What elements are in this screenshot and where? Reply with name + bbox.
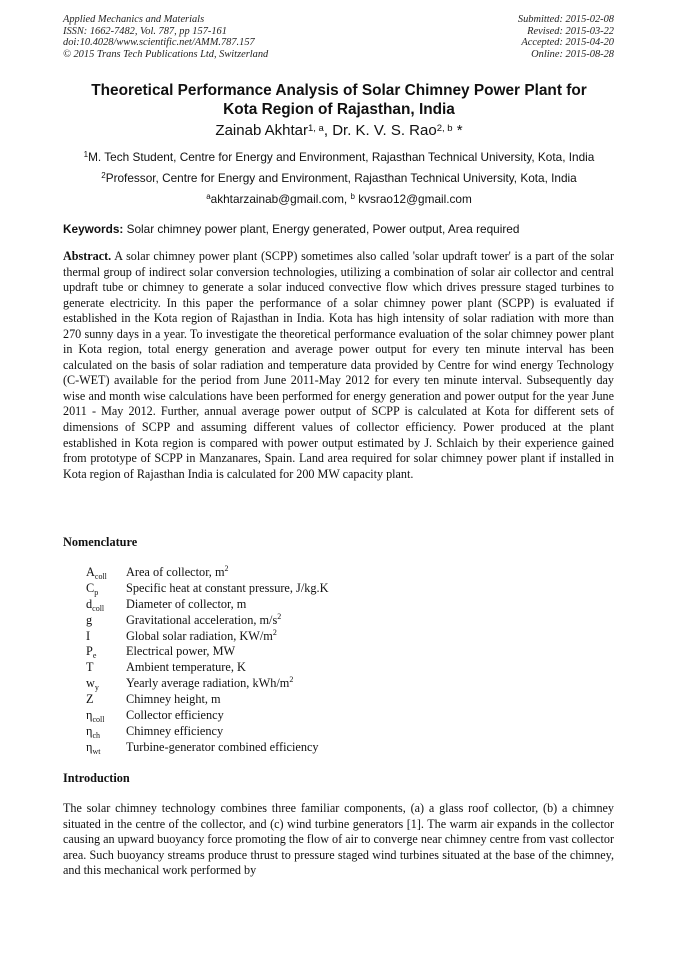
nomenclature-row: [86, 613, 329, 629]
symbol-subscript: p: [94, 587, 99, 597]
keywords-label: Keywords:: [63, 222, 124, 236]
revised-date: Revised: 2015-03-22: [527, 25, 614, 37]
author-1: Zainab Akhtar: [215, 122, 308, 139]
accepted-date: Accepted: 2015-04-20: [521, 37, 614, 49]
nomenclature-description: [126, 724, 223, 738]
nomenclature-symbol: [86, 676, 126, 693]
symbol-subscript: coll: [92, 603, 105, 613]
corresponding-mark: *: [452, 122, 463, 139]
symbol-letter: P: [86, 644, 93, 659]
nomenclature-row: [86, 660, 329, 676]
symbol-letter: I: [86, 628, 91, 643]
symbol-letter: A: [86, 565, 95, 579]
nomenclature-symbol: [86, 708, 126, 725]
unit-exponent: 2: [224, 564, 229, 573]
nomenclature-description: [126, 692, 221, 706]
online-date: Online: 2015-08-28: [531, 48, 614, 60]
nomenclature-description: [126, 565, 229, 579]
nomenclature-row: [86, 565, 329, 581]
symbol-subscript: coll: [94, 572, 107, 581]
affiliation-1: [40, 150, 638, 164]
author-separator: ,: [323, 122, 333, 139]
affiliation-2: [40, 171, 638, 185]
email-b[interactable]: kvsrao12@gmail.com: [354, 192, 472, 206]
description-text: Electrical power, MW: [126, 644, 236, 659]
author-list: [40, 121, 638, 141]
submitted-date: Submitted: 2015-02-08: [517, 14, 614, 25]
description-text: Area of collector, m: [126, 565, 225, 579]
symbol-letter: η: [86, 739, 93, 754]
unit-exponent: 2: [277, 611, 282, 621]
nomenclature-row: [86, 740, 329, 756]
email-a-mark: a: [206, 192, 211, 201]
nomenclature-description: [126, 581, 329, 595]
nomenclature-row: [86, 676, 329, 692]
nomenclature-symbol: [86, 692, 126, 708]
description-text: Turbine-generator combined efficiency: [126, 739, 319, 754]
nomenclature-list: [86, 565, 329, 756]
introduction-text: The solar chimney technology combines three familiar components, (a) a glass roof collector, (b) a chimney situated in the centre of the collector, and (c) wind turbine generators [1]. The warm air expands in the collector causing an upward buoyancy force promoting the flow of air to converge near chimney centre from vast collector area. Such buoyancy streams produce thrust to pressure staged wind turbines situated at the base of the chimney, and this mechanical work performed by: [63, 801, 614, 878]
symbol-letter: T: [86, 660, 94, 675]
affiliation-1-mark: 1: [83, 150, 89, 159]
nomenclature-symbol: [86, 565, 126, 582]
nomenclature-row: [86, 644, 329, 660]
journal-name: Applied Mechanics and Materials: [63, 14, 205, 25]
keywords-text: Solar chimney power plant, Energy generated, Power output, Area required: [123, 222, 520, 236]
author-2: Dr. K. V. S. Rao: [332, 122, 437, 139]
introduction-heading: Introduction: [63, 771, 130, 785]
nomenclature-heading: Nomenclature: [63, 535, 138, 549]
journal-issn: ISSN: 1662-7482, Vol. 787, pp 157-161: [63, 25, 227, 37]
nomenclature-symbol: [86, 644, 126, 661]
symbol-letter: g: [86, 612, 93, 627]
journal-copyright: © 2015 Trans Tech Publications Ltd, Switzerland: [63, 48, 269, 60]
abstract: [63, 249, 614, 482]
journal-doi: doi:10.4028/www.scientific.net/AMM.787.157: [63, 37, 255, 49]
description-text: Diameter of collector, m: [126, 596, 247, 611]
affiliation-2-mark: 2: [101, 171, 106, 180]
abstract-label: Abstract.: [63, 249, 112, 263]
unit-exponent: 2: [272, 627, 277, 637]
paper-title: [50, 81, 628, 119]
unit-exponent: 2: [289, 675, 294, 685]
symbol-letter: Z: [86, 692, 94, 707]
title-line-2: Kota Region of Rajasthan, India: [223, 101, 455, 118]
description-text: Chimney efficiency: [126, 723, 224, 738]
symbol-subscript: y: [94, 683, 99, 693]
description-text: Specific heat at constant pressure, J/kg.K: [126, 580, 329, 595]
nomenclature-row: [86, 724, 329, 740]
symbol-letter: η: [86, 723, 93, 738]
nomenclature-description: [126, 660, 246, 674]
nomenclature-row: [86, 692, 329, 708]
nomenclature-symbol: [86, 660, 126, 676]
nomenclature-row: [86, 629, 329, 645]
description-text: Global solar radiation, KW/m: [126, 628, 273, 643]
submission-dates: [518, 14, 614, 60]
nomenclature-description: [126, 676, 293, 690]
nomenclature-symbol: [86, 740, 126, 757]
description-text: Collector efficiency: [126, 708, 224, 723]
nomenclature-row: [86, 581, 329, 597]
symbol-subscript: e: [92, 651, 97, 661]
affiliation-2-text: Professor, Centre for Energy and Environment, Rajasthan Technical University, Kota, India: [105, 171, 577, 185]
nomenclature-description: [126, 613, 281, 627]
nomenclature-row: [86, 597, 329, 613]
abstract-text: A solar chimney power plant (SCPP) sometimes also called 'solar updraft tower' is a part of the solar thermal group of indirect solar conversion technologies, utilizing a combination of solar air collector and central updraft tube or chimney to generate a solar induced convective flow which drives pressure staged turbines to generate electricity. In this paper the performance of a solar chimney power plant (SCPP) is evaluated if established in the Kota region of Rajasthan in India. Kota has high intensity of solar radiation with more than 270 sunny days in a year. To investigate the theoretical performance evaluation of the solar chimney power plant in Kota region, total energy generation and average power output for every ten minute interval has been calculated on the basis of solar radiation and temperature data provided by Centre for wind energy Technology (C-WET) available for the period from June 2011-May 2012 for every ten minute interval. Subsequently day wise and month wise calculations have been performed for energy generation and power output for the year June 2011 - May 2012. Further, annual average power output of SCPP is calculated at Kota for different sets of dimensions of SCPP and assuming different values of collector efficiency. Power produced at the plant established in Kota region is compared with power output estimated by J. Schlaich by their experience gained from prototype of SCPP in Manzanares, Spain. Land area required for solar chimney power plant if installed in Kota region of Rajasthan India is calculated for 200 MW capacity plant.: [63, 249, 614, 481]
description-text: Gravitational acceleration, m/s: [126, 612, 278, 627]
author-2-affil: 2, b: [436, 123, 453, 134]
description-text: Yearly average radiation, kWh/m: [126, 676, 290, 691]
author-emails: [40, 192, 638, 206]
nomenclature-description: [126, 629, 277, 643]
symbol-subscript: ch: [92, 730, 100, 740]
keywords: [63, 222, 615, 236]
symbol-letter: η: [86, 708, 93, 723]
journal-info: [63, 14, 268, 60]
nomenclature-symbol: [86, 629, 126, 645]
title-line-1: Theoretical Performance Analysis of Solar Chimney Power Plant for: [91, 82, 587, 99]
nomenclature-description: [126, 740, 319, 754]
nomenclature-symbol: [86, 613, 126, 629]
nomenclature-symbol: [86, 724, 126, 741]
symbol-letter: C: [86, 580, 95, 595]
symbol-subscript: wt: [92, 746, 101, 756]
nomenclature-description: [126, 644, 235, 658]
nomenclature-description: [126, 708, 224, 722]
description-text: Chimney height, m: [126, 692, 221, 707]
symbol-subscript: coll: [92, 715, 105, 725]
email-b-mark: b: [350, 192, 355, 201]
nomenclature-description: [126, 597, 246, 611]
nomenclature-row: [86, 708, 329, 724]
description-text: Ambient temperature, K: [126, 660, 246, 675]
affiliation-1-text: M. Tech Student, Centre for Energy and Environment, Rajasthan Technical University, Kota, India: [88, 150, 595, 164]
author-1-affil: 1, a: [307, 123, 324, 134]
email-separator: ,: [343, 192, 351, 206]
email-a[interactable]: akhtarzainab@gmail.com: [210, 192, 344, 206]
symbol-letter: w: [86, 676, 95, 691]
nomenclature-symbol: [86, 597, 126, 614]
nomenclature-symbol: [86, 581, 126, 598]
symbol-letter: d: [86, 596, 93, 611]
